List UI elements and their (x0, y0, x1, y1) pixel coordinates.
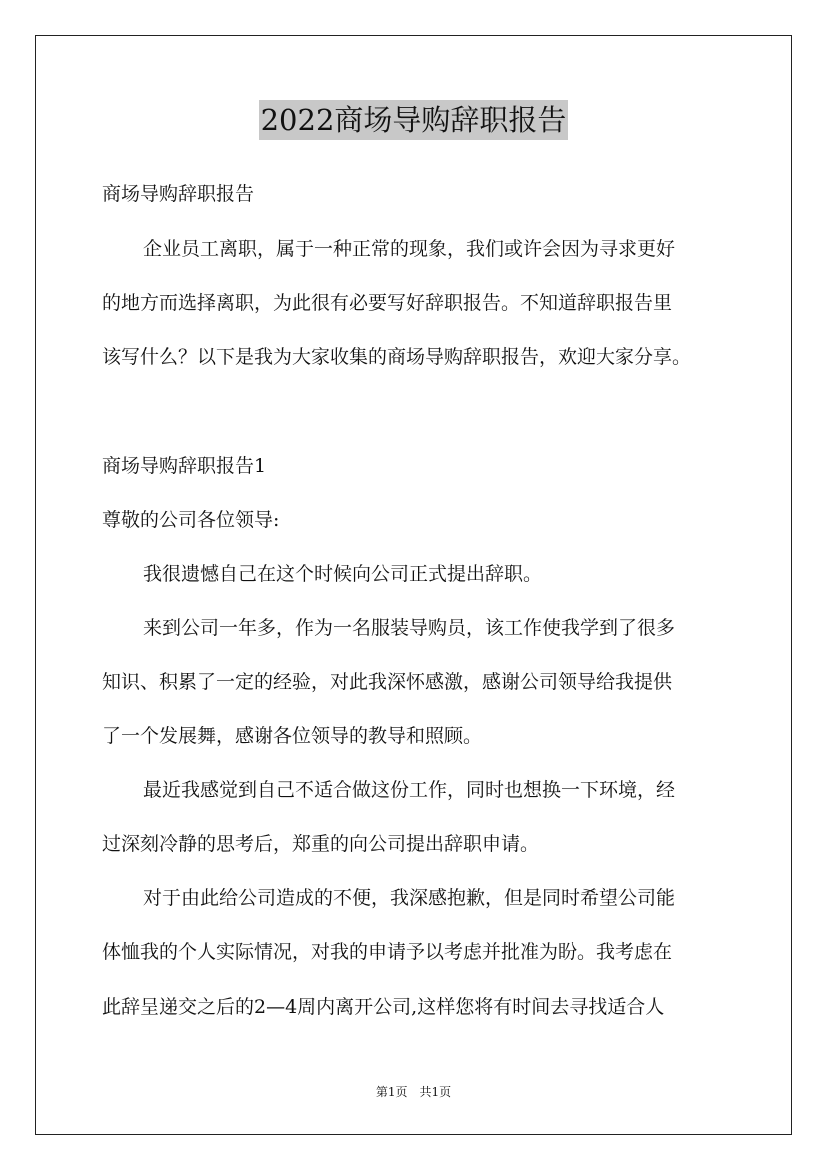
body-line-2: 来到公司一年多，作为一名服装导购员，该工作使我学到了很多 (143, 617, 676, 639)
section-heading: 商场导购辞职报告1 (102, 455, 267, 477)
intro-line-2: 的地方而选择离职，为此很有必要写好辞职报告。不知道辞职报告里 (102, 292, 673, 314)
body-line-1: 我很遗憾自己在这个时候向公司正式提出辞职。 (143, 563, 543, 585)
body-line-9: 此辞呈递交之后的2—4周内离开公司,这样您将有时间去寻找适合人 (102, 996, 665, 1018)
body-line-6: 过深刻冷静的思考后，郑重的向公司提出辞职申请。 (102, 833, 540, 855)
intro-line-1: 企业员工离职，属于一种正常的现象，我们或许会因为寻求更好 (143, 238, 676, 260)
body-line-5: 最近我感觉到自己不适合做这份工作，同时也想换一下环境，经 (143, 779, 676, 801)
body-line-3: 知识、积累了一定的经验，对此我深怀感激，感谢公司领导给我提供 (102, 671, 673, 693)
title-container (0, 100, 827, 140)
document-subtitle: 商场导购辞职报告 (102, 183, 255, 205)
document-title: 2022商场导购辞职报告 (259, 100, 569, 140)
body-line-8: 体恤我的个人实际情况，对我的申请予以考虑并批准为盼。我考虑在 (102, 941, 673, 963)
body-line-7: 对于由此给公司造成的不便，我深感抱歉，但是同时希望公司能 (143, 887, 676, 909)
page-footer: 第1页 共1页 (375, 1085, 452, 1099)
salutation: 尊敬的公司各位领导: (102, 509, 280, 531)
intro-line-3: 该写什么？以下是我为大家收集的商场导购辞职报告，欢迎大家分享。 (102, 346, 692, 368)
body-line-4: 了一个发展舞，感谢各位领导的教导和照顾。 (102, 725, 483, 747)
